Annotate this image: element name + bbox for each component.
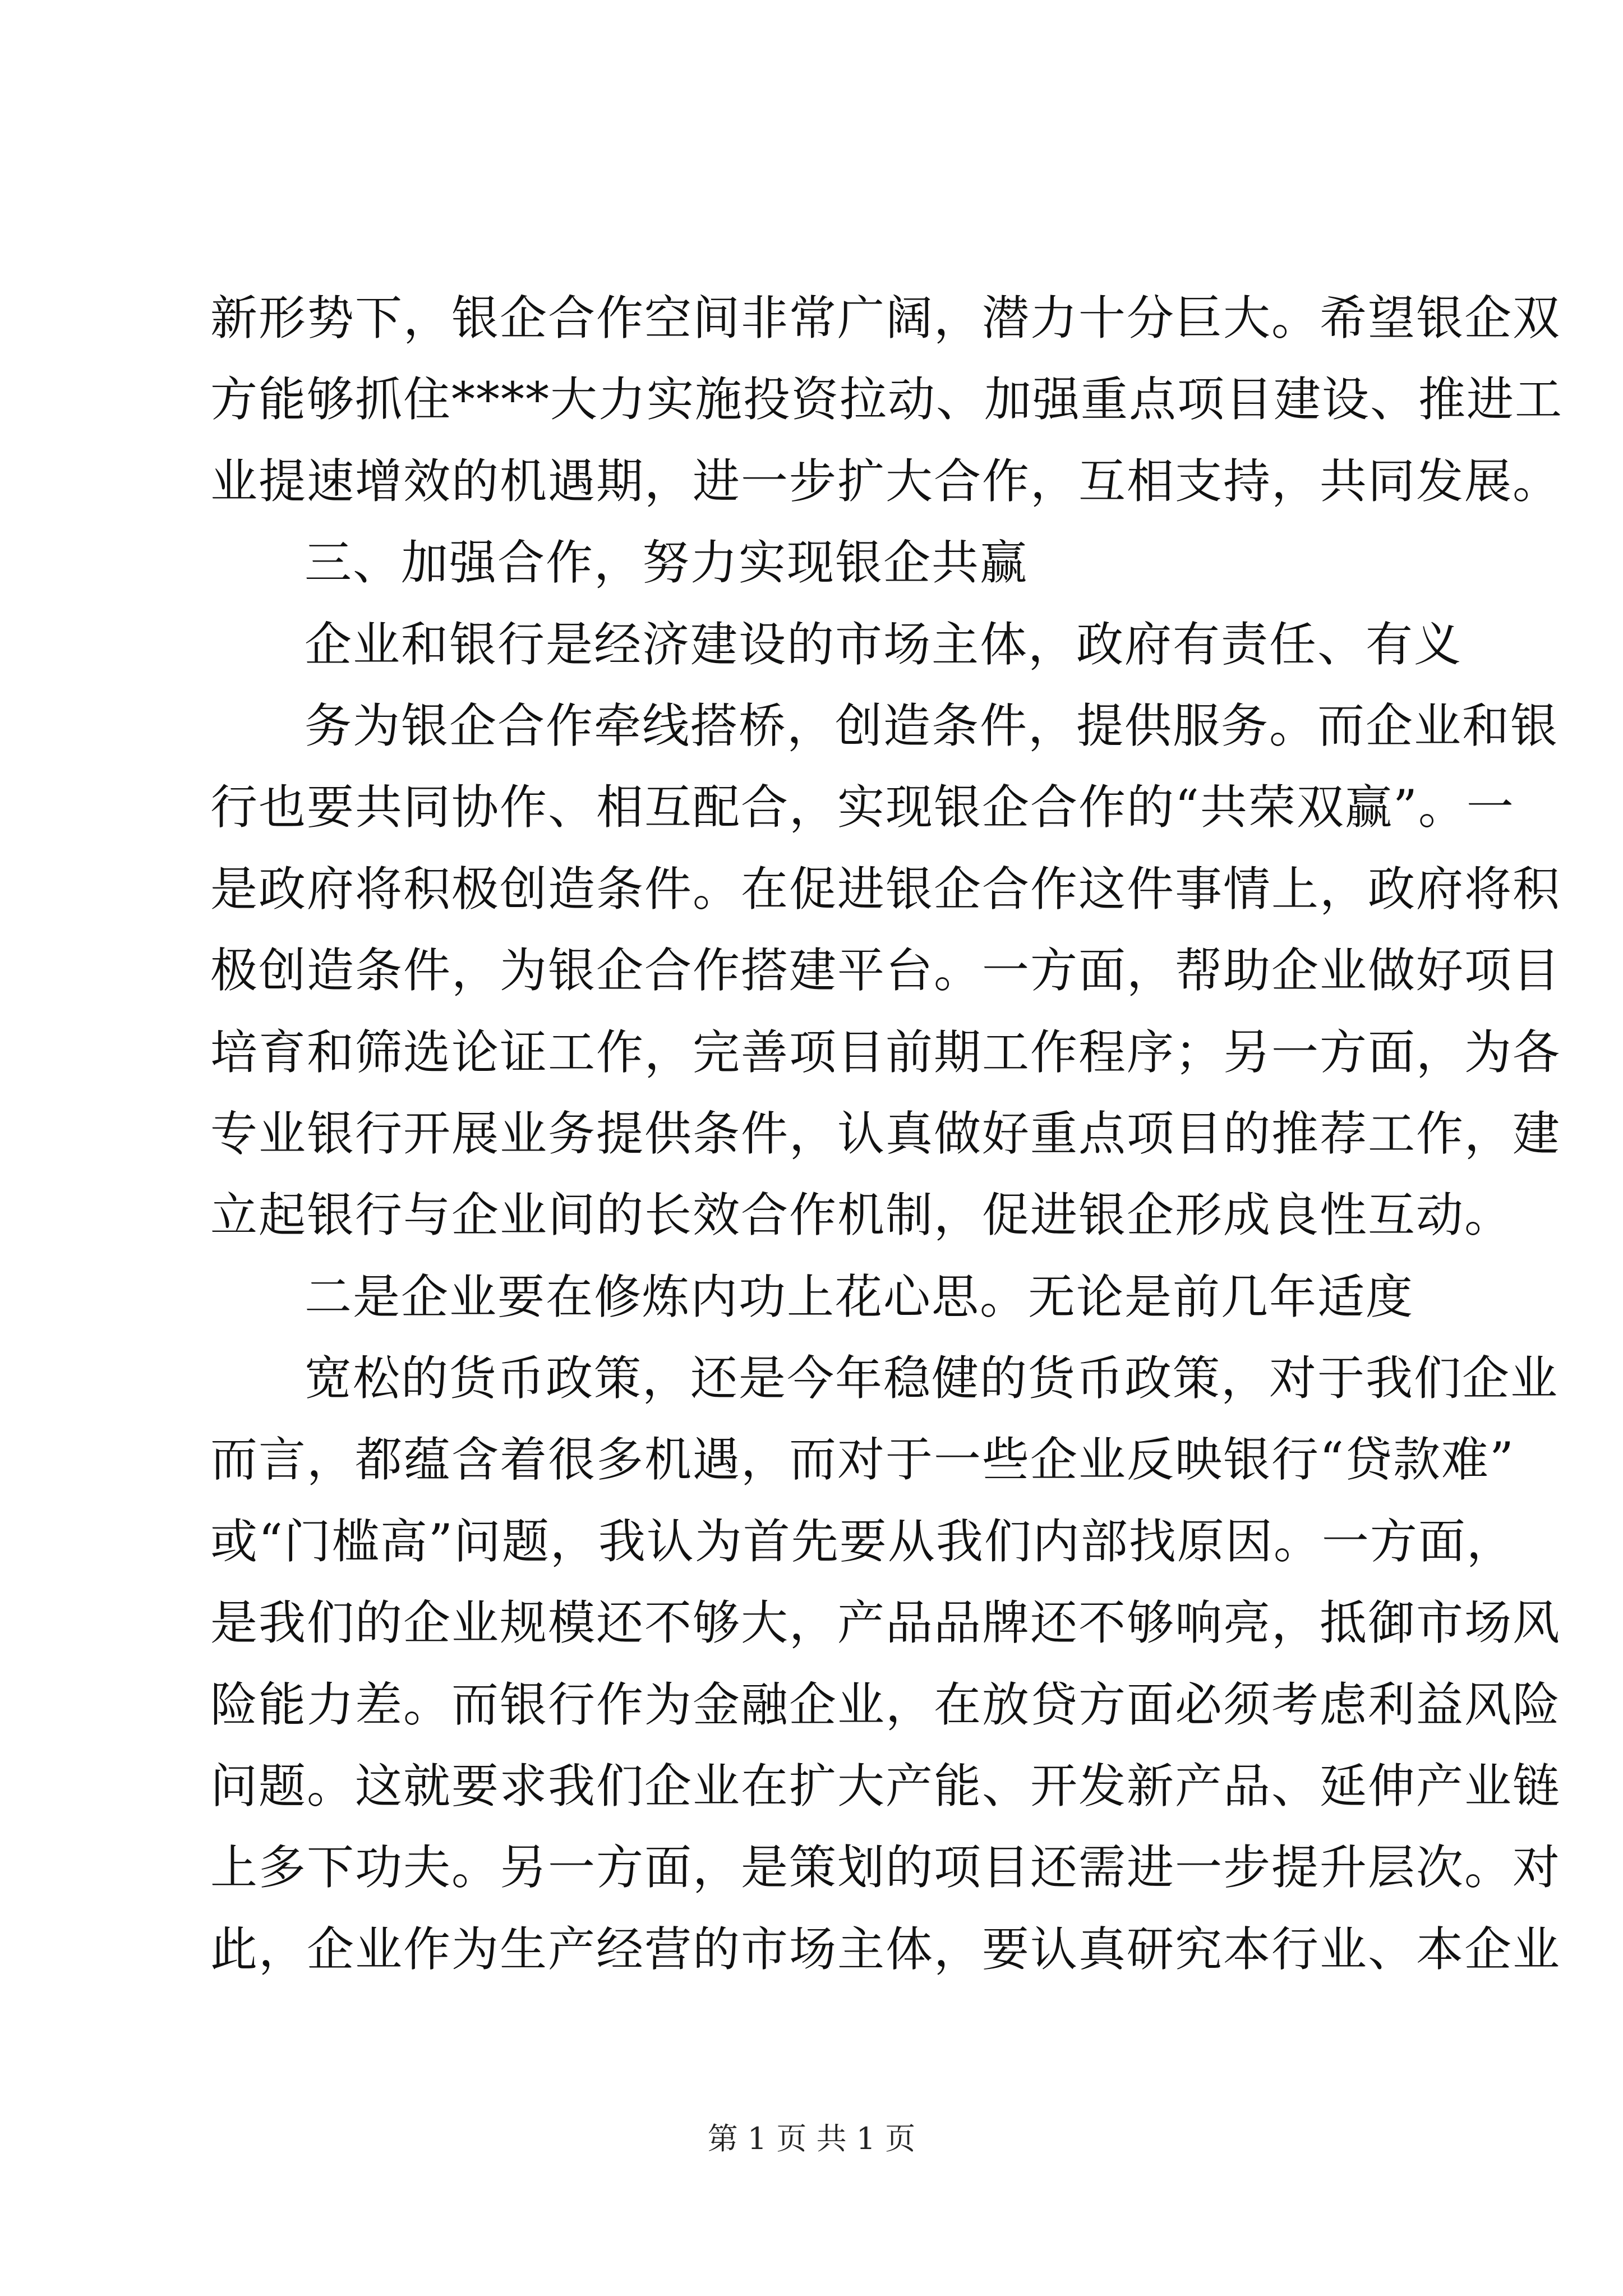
body-line-15: 而言，都蕴含着很多机遇，而对于一些企业反映银行“贷款难” [210, 1432, 1515, 1488]
body-line-14: 宽松的货币政策，还是今年稳健的货币政策，对于我们企业 [305, 1351, 1559, 1406]
body-line-11: 专业银行开展业务提供条件，认真做好重点项目的推荐工作，建 [210, 1106, 1561, 1161]
body-line-5: 企业和银行是经济建设的市场主体，政府有责任、有义 [305, 616, 1463, 672]
body-line-3: 业提速增效的机遇期，进一步扩大合作，互相支持，共同发展。 [210, 453, 1561, 509]
body-line-7: 行也要共同协作、相互配合，实现银企合作的“共荣双赢”。一 [210, 780, 1515, 835]
body-line-21: 此，企业作为生产经营的市场主体，要认真研究本行业、本企业 [210, 1921, 1561, 1977]
body-line-20: 上多下功夫。另一方面，是策划的项目还需进一步提升层次。对 [210, 1840, 1561, 1895]
body-line-2: 方能够抓住****大力实施投资拉动、加强重点项目建设、推进工 [210, 372, 1564, 427]
body-line-19: 问题。这就要求我们企业在扩大产能、开发新产品、延伸产业链 [210, 1759, 1561, 1814]
page-footer: 第 1 页 共 1 页 [707, 2121, 916, 2156]
body-line-1: 新形势下，银企合作空间非常广阔，潜力十分巨大。希望银企双 [210, 291, 1561, 346]
body-line-17: 是我们的企业规模还不够大，产品品牌还不够响亮，抵御市场风 [210, 1595, 1561, 1651]
body-line-6: 务为银企合作牵线搭桥，创造条件，提供服务。而企业和银 [305, 698, 1559, 753]
body-line-10: 培育和筛选论证工作，完善项目前期工作程序；另一方面，为各 [210, 1024, 1561, 1080]
body-line-18: 险能力差。而银行作为金融企业，在放贷方面必须考虑利益风险 [210, 1677, 1561, 1732]
body-line-12: 立起银行与企业间的长效合作机制，促进银企形成良性互动。 [210, 1188, 1513, 1243]
body-line-16: 或“门槛高”问题，我认为首先要从我们内部找原因。一方面， [210, 1513, 1515, 1569]
body-line-9: 极创造条件，为银企合作搭建平台。一方面，帮助企业做好项目 [210, 943, 1561, 999]
document-body [210, 278, 1564, 1990]
section-heading: 三、加强合作，努力实现银企共赢 [305, 535, 1029, 591]
body-line-8: 是政府将积极创造条件。在促进银企合作这件事情上，政府将积 [210, 861, 1561, 917]
body-line-13: 二是企业要在修炼内功上花心思。无论是前几年适度 [305, 1269, 1414, 1324]
